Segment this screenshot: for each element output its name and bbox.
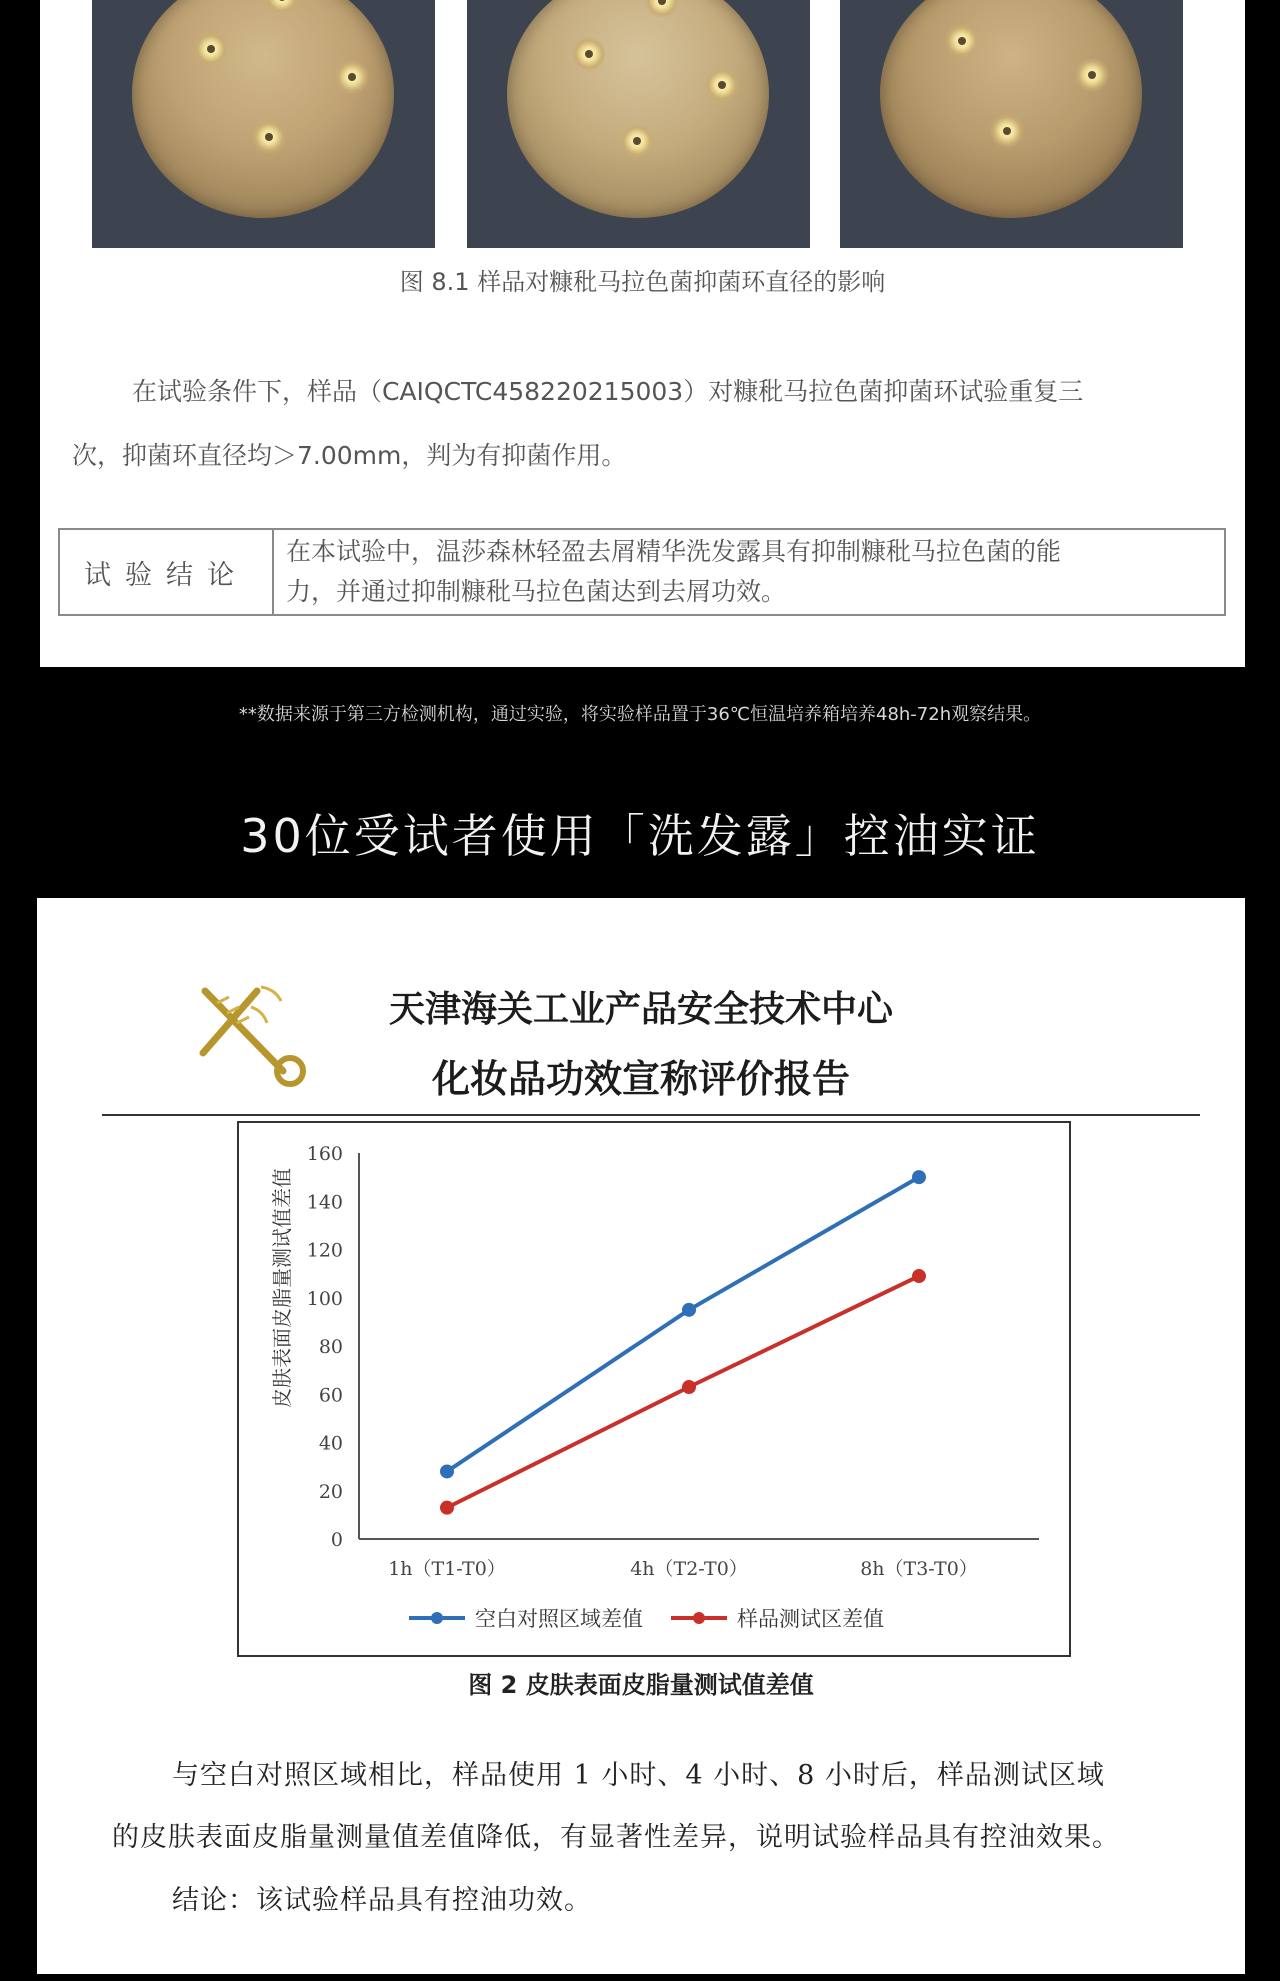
legend-label-2: 样品测试区差值 [737, 1607, 884, 1631]
legend-marker-1 [431, 1612, 443, 1624]
conclusion-label: 试验结论 [59, 529, 273, 615]
chart-legend [409, 1607, 884, 1631]
petri-dish-photo-2 [467, 0, 810, 248]
x-tick-label: 8h（T3-T0） [860, 1558, 978, 1580]
y-tick-labels [307, 1143, 343, 1551]
chart-axes [359, 1153, 1039, 1539]
figure-2-caption: 图 2 皮肤表面皮脂量测试值差值 [468, 1671, 814, 1699]
data-source-footnote: **数据来源于第三方检测机构，通过实验，将实验样品置于36℃恒温培养箱培养48h-72h观察结果。 [238, 704, 1042, 725]
series-2-point-2 [682, 1380, 696, 1394]
y-tick-label: 160 [306, 1143, 343, 1165]
report-paragraph-line-2: 的皮肤表面皮脂量测量值差值降低，有显著性差异，说明试验样品具有控油效果。 [112, 1822, 1120, 1853]
result-paragraph-line-2: 次，抑菌环直径均＞7.00mm，判为有抑菌作用。 [72, 441, 627, 470]
legend-label-1: 空白对照区域差值 [475, 1607, 643, 1631]
y-tick-label: 140 [306, 1191, 343, 1214]
report-conclusion: 结论：该试验样品具有控油功效。 [172, 1885, 592, 1916]
conclusion-text [273, 529, 1225, 615]
report-org-name: 天津海关工业产品安全技术中心 [388, 988, 893, 1030]
series-1-point-3 [912, 1170, 926, 1184]
petri-dish-photo-1 [92, 0, 435, 248]
series-1-point-2 [682, 1303, 696, 1317]
conclusion-line-2: 力，并通过抑制糠秕马拉色菌达到去屑功效。 [286, 577, 787, 606]
antifungal-result-panel [40, 0, 1245, 667]
series-line-1 [447, 1177, 919, 1471]
y-tick-label: 100 [306, 1287, 343, 1310]
conclusion-table [58, 528, 1226, 616]
x-tick-label: 1h（T1-T0） [388, 1558, 506, 1580]
series-2-point-1 [440, 1501, 454, 1515]
conclusion-line-1: 在本试验中，温莎森林轻盈去屑精华洗发露具有抑制糠秕马拉色菌的能 [286, 537, 1062, 566]
chart-series [440, 1170, 926, 1515]
x-tick-label: 4h（T2-T0） [630, 1558, 748, 1580]
report-title: 化妆品功效宣称评价报告 [431, 1056, 850, 1101]
y-tick-label: 40 [318, 1432, 343, 1455]
sebum-difference-chart [239, 1123, 1069, 1655]
y-tick-label: 120 [306, 1239, 343, 1262]
series-1-point-1 [440, 1464, 454, 1478]
y-axis-label: 皮肤表面皮脂量测试值差值 [270, 1168, 294, 1408]
report-paragraph-line-1: 与空白对照区域相比，样品使用 1 小时、4 小时、8 小时后，样品测试区域 [172, 1760, 1105, 1791]
y-tick-label: 80 [318, 1336, 343, 1358]
y-tick-label: 0 [330, 1529, 343, 1551]
y-tick-label: 20 [318, 1480, 343, 1503]
petri-dish-photo-3 [840, 0, 1183, 248]
legend-marker-2 [693, 1612, 705, 1624]
y-tick-label: 60 [318, 1384, 343, 1407]
section-title: 30位受试者使用「洗发露」控油实证 [240, 809, 1040, 863]
result-paragraph-line-1: 在试验条件下，样品（CAIQCTC458220215003）对糠秕马拉色菌抑菌环试验重复三 [132, 377, 1084, 406]
chart-frame [237, 1121, 1071, 1657]
oil-control-report-panel [37, 898, 1245, 1974]
header-divider [102, 1114, 1200, 1116]
figure-caption: 图 8.1 样品对糠秕马拉色菌抑菌环直径的影响 [399, 268, 886, 296]
x-tick-labels [388, 1558, 978, 1580]
series-2-point-3 [912, 1269, 926, 1283]
